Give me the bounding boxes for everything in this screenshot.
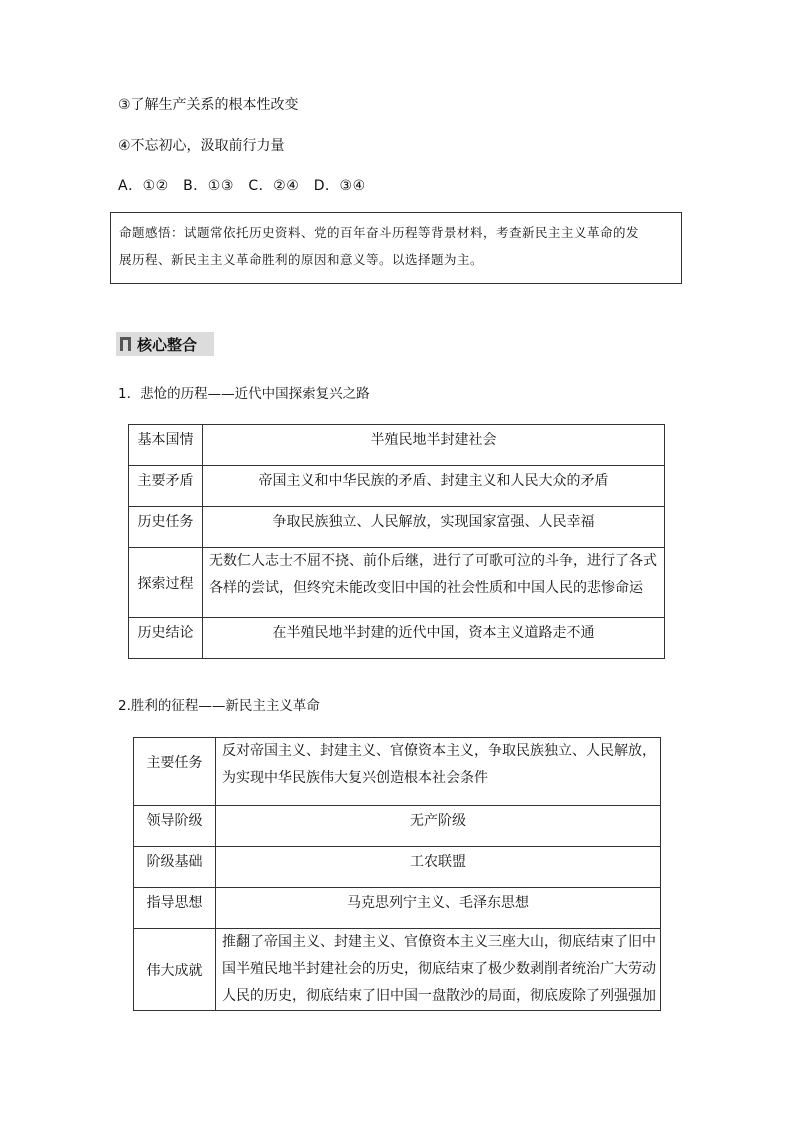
table2-value [216, 929, 661, 1011]
table2-heading: 2.胜利的征程——新民主主义革命 [118, 698, 320, 714]
table1-label: 基本国情 [129, 425, 203, 466]
table1-value: 半殖民地半封建社会 [203, 425, 665, 466]
table-row [134, 847, 661, 888]
answer-choices: A．①② B．①③ C．②④ D．③④ [118, 178, 366, 194]
option-item-4: ④不忘初心，汲取前行力量 [118, 138, 285, 154]
table1-label: 历史结论 [129, 618, 203, 659]
option-item-3: ③了解生产关系的根本性改变 [118, 97, 299, 113]
table-row [134, 738, 661, 806]
table2-label: 主要任务 [134, 738, 216, 806]
table2 [133, 737, 661, 1011]
table-row [129, 425, 665, 466]
table1-label: 历史任务 [129, 507, 203, 548]
table1-value-line: 各样的尝试，但终究未能改变旧中国的社会性质和中国人民的悲惨命运 [209, 580, 643, 596]
table1-value [203, 548, 665, 618]
table2-value: 工农联盟 [216, 847, 661, 888]
table1-label: 探索过程 [129, 548, 203, 618]
table2-value-line: 反对帝国主义、封建主义、官僚资本主义，争取民族独立、人民解放， [222, 743, 656, 759]
section-header-core-integration [116, 332, 214, 356]
table2-value: 马克思列宁主义、毛泽东思想 [216, 888, 661, 929]
table-row [129, 618, 665, 659]
table2-label: 阶级基础 [134, 847, 216, 888]
table2-label: 领导阶级 [134, 806, 216, 847]
table-row [129, 548, 665, 618]
table1-value: 在半殖民地半封建的近代中国，资本主义道路走不通 [203, 618, 665, 659]
table2-label: 伟大成就 [134, 929, 216, 1011]
table2-value-line: 国半殖民地半封建社会的历史，彻底结束了极少数剥削者统治广大劳动 [222, 961, 656, 977]
table1-value-line: 无数仁人志士不屈不挠、前仆后继，进行了可歌可泣的斗争，进行了各式 [209, 553, 657, 569]
table-row [134, 929, 661, 1011]
table-row [129, 466, 665, 507]
table1-label: 主要矛盾 [129, 466, 203, 507]
table-row [134, 806, 661, 847]
table1-heading: 1．悲怆的历程——近代中国探索复兴之路 [118, 386, 370, 402]
table2-value-line: 推翻了帝国主义、封建主义、官僚资本主义三座大山，彻底结束了旧中 [222, 934, 656, 950]
table1-value: 争取民族独立、人民解放，实现国家富强、人民幸福 [203, 507, 665, 548]
table1 [128, 424, 665, 659]
table2-value [216, 738, 661, 806]
note-line-2: 展历程、新民主主义革命胜利的原因和意义等。以选择题为主。 [119, 252, 484, 267]
note-line-1: 命题感悟：试题常依托历史资料、党的百年奋斗历程等背景材料，考查新民主主义革命的发 [119, 225, 640, 240]
table-row [129, 507, 665, 548]
proposition-insight-box [110, 212, 682, 284]
section-marker-icon [120, 337, 131, 351]
table1-value: 帝国主义和中华民族的矛盾、封建主义和人民大众的矛盾 [203, 466, 665, 507]
table2-value-line: 人民的历史，彻底结束了旧中国一盘散沙的局面，彻底废除了列强强加 [222, 988, 656, 1004]
table2-value-line: 为实现中华民族伟大复兴创造根本社会条件 [222, 770, 488, 786]
table-row [134, 888, 661, 929]
section-title: 核心整合 [137, 335, 198, 354]
table2-label: 指导思想 [134, 888, 216, 929]
table2-value: 无产阶级 [216, 806, 661, 847]
